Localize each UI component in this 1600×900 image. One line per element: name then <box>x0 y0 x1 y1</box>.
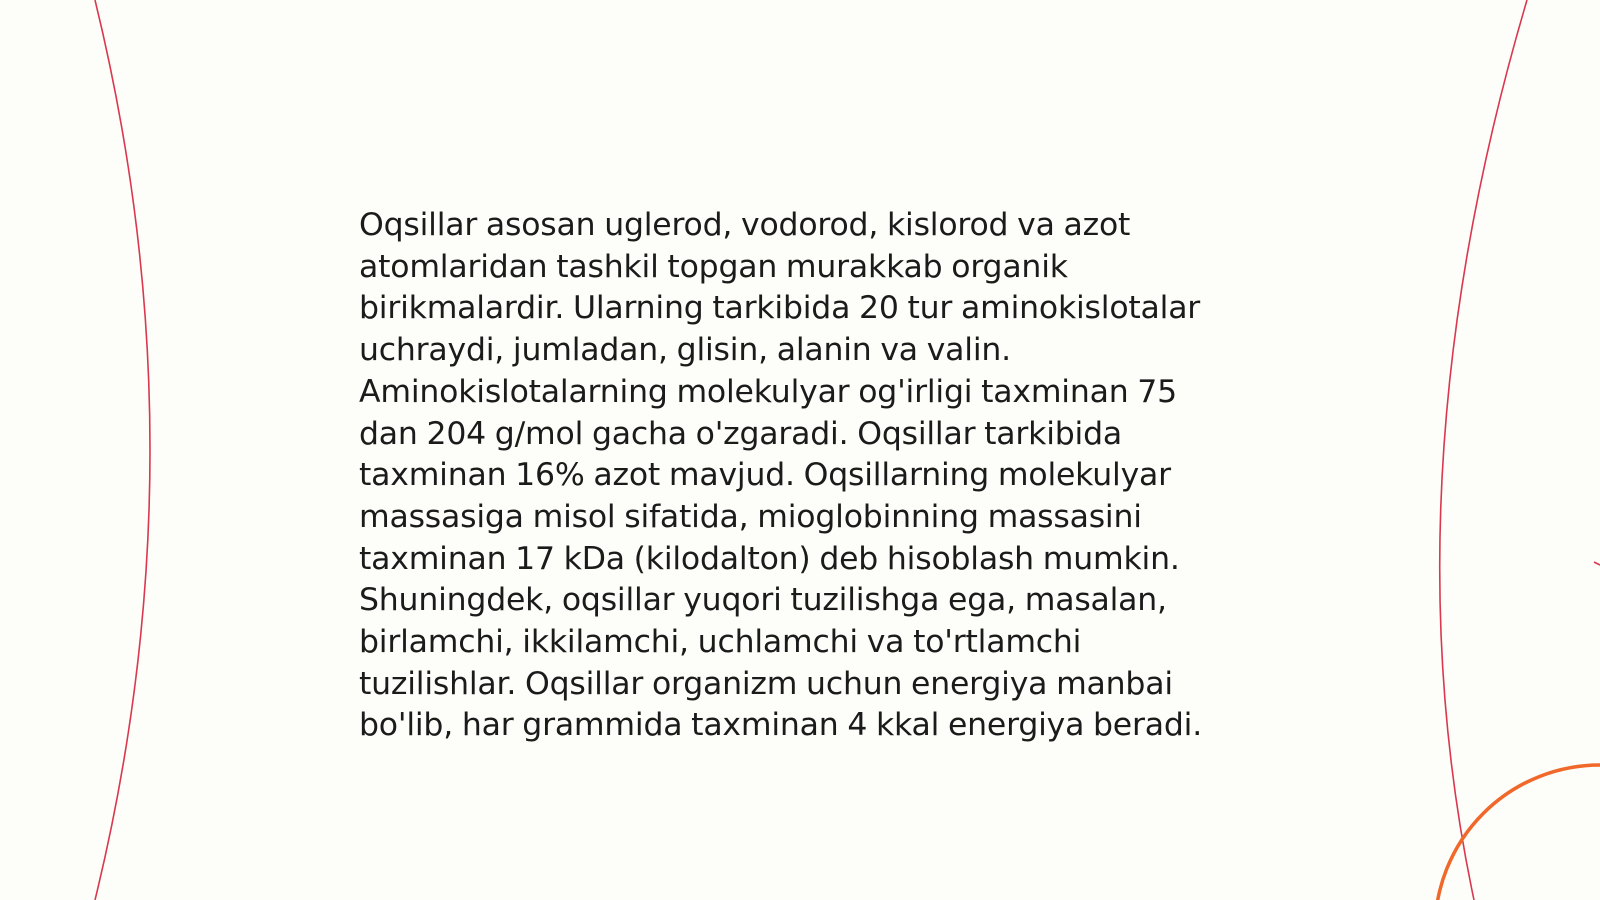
orange-arc <box>1435 765 1600 900</box>
left-curve-line <box>95 0 150 900</box>
right-edge-tick <box>1594 562 1600 565</box>
slide-body-text: Oqsillar asosan uglerod, vodorod, kislorod va azot atomlaridan tashkil topgan murakkab organik birikmalardir. Ularning tarkibida 20 tur aminokislotalar uchraydi, jumladan, glisin, alanin va valin. Aminokislotalarning molekulyar og'irligi taxminan 75 dan 204 g/mol gacha o'zgaradi. Oqsillar tarkibida taxminan 16% azot mavjud. Oqsillarning molekulyar massasiga misol sifatida, mioglobinning massasini taxminan 17 kDa (kilodalton) deb hisoblash mumkin. Shuningdek, oqsillar yuqori tuzilishga ega, masalan, birlamchi, ikkilamchi, uchlamchi va to'rtlamchi tuzilishlar. Oqsillar organizm uchun energiya manbai bo'lib, har grammida taxminan 4 kkal energiya beradi. <box>359 207 1203 744</box>
right-curve-line <box>1440 0 1527 900</box>
